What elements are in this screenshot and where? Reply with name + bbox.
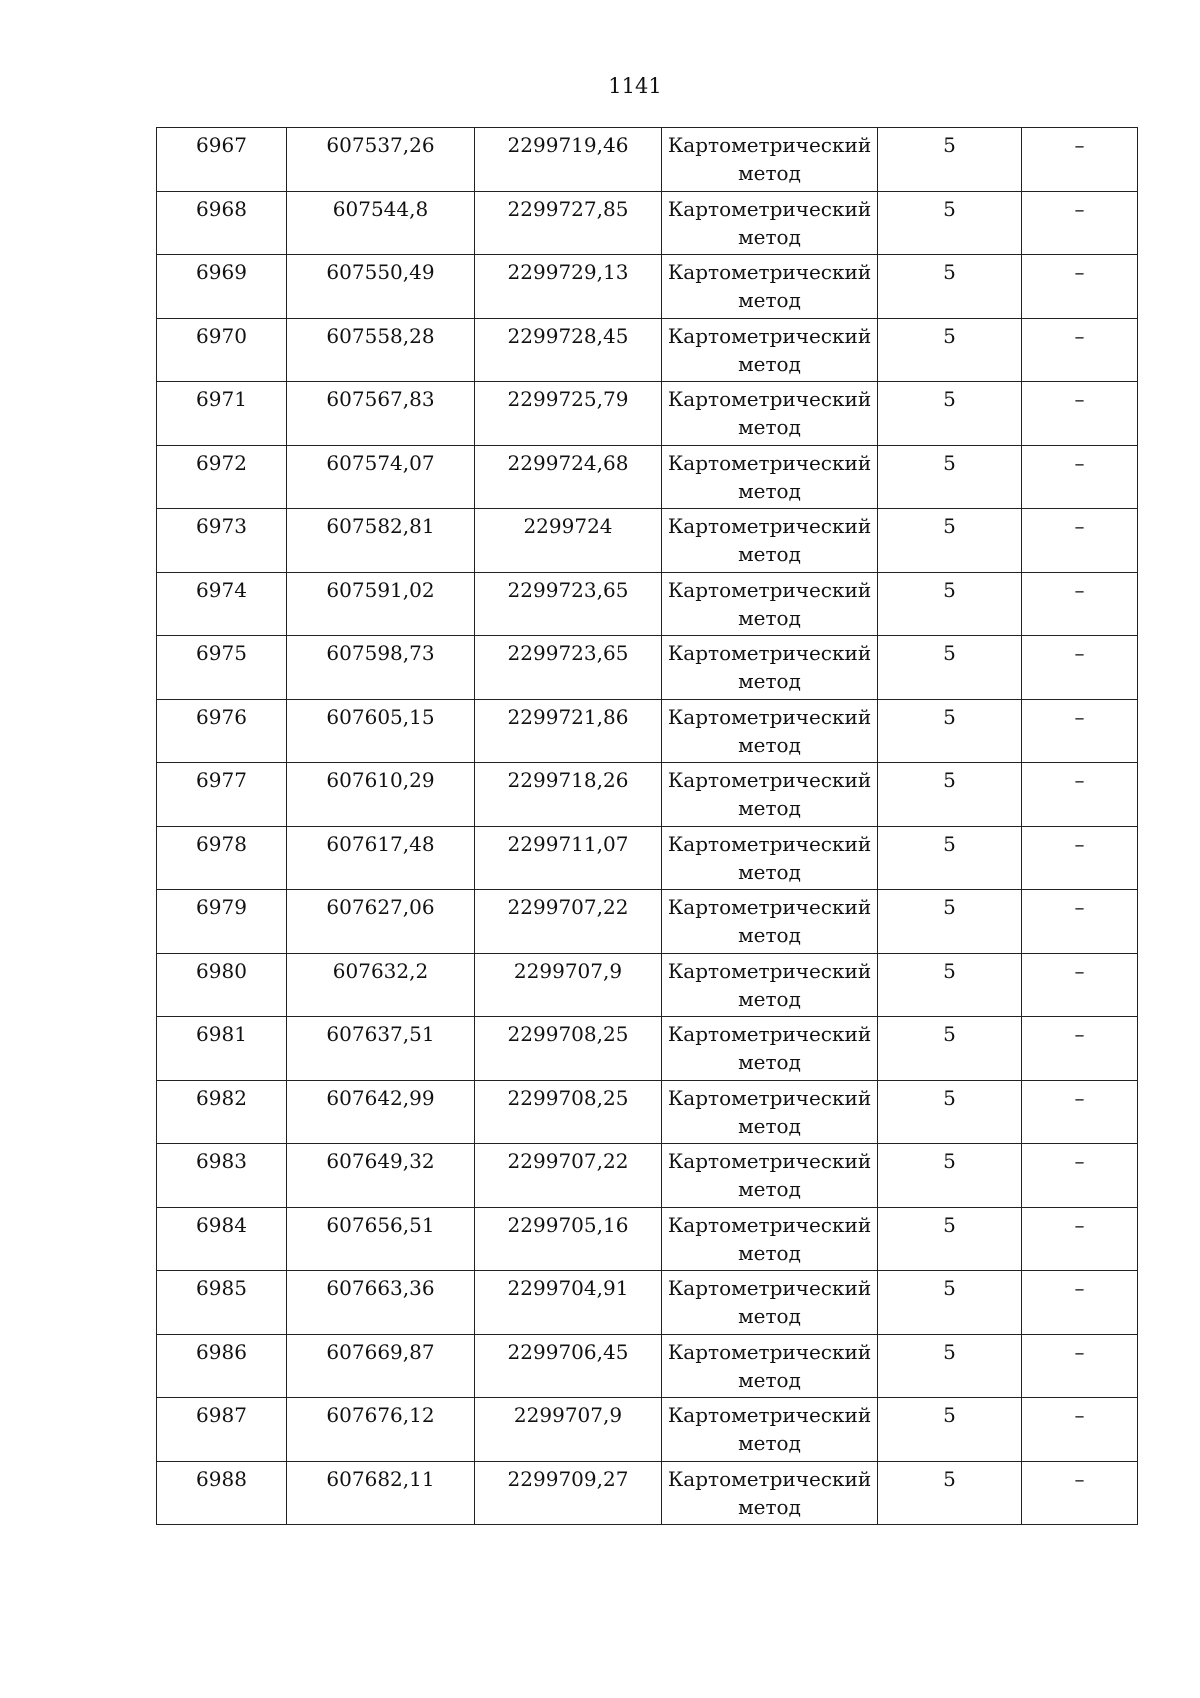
x-coordinate-cell: 607669,87 [287, 1334, 475, 1398]
coordinates-table [156, 127, 1138, 1525]
x-coordinate-cell: 607676,12 [287, 1398, 475, 1462]
accuracy-cell: 5 [878, 318, 1022, 382]
note-cell: – [1022, 699, 1138, 763]
note-cell: – [1022, 1398, 1138, 1462]
y-coordinate-cell: 2299708,25 [475, 1017, 662, 1081]
accuracy-cell: 5 [878, 572, 1022, 636]
method-cell: Картометрический метод [662, 1398, 878, 1462]
y-coordinate-cell: 2299721,86 [475, 699, 662, 763]
table-row [157, 572, 1138, 636]
table-row [157, 763, 1138, 827]
method-cell: Картометрический метод [662, 1017, 878, 1081]
y-coordinate-cell: 2299707,9 [475, 953, 662, 1017]
note-cell: – [1022, 445, 1138, 509]
point-number-cell: 6968 [157, 191, 287, 255]
note-cell: – [1022, 890, 1138, 954]
x-coordinate-cell: 607632,2 [287, 953, 475, 1017]
note-cell: – [1022, 1271, 1138, 1335]
method-cell: Картометрический метод [662, 255, 878, 319]
x-coordinate-cell: 607642,99 [287, 1080, 475, 1144]
accuracy-cell: 5 [878, 826, 1022, 890]
method-cell: Картометрический метод [662, 890, 878, 954]
accuracy-cell: 5 [878, 255, 1022, 319]
method-cell: Картометрический метод [662, 1080, 878, 1144]
table-row [157, 1080, 1138, 1144]
point-number-cell: 6977 [157, 763, 287, 827]
method-cell: Картометрический метод [662, 445, 878, 509]
y-coordinate-cell: 2299708,25 [475, 1080, 662, 1144]
x-coordinate-cell: 607663,36 [287, 1271, 475, 1335]
accuracy-cell: 5 [878, 699, 1022, 763]
y-coordinate-cell: 2299727,85 [475, 191, 662, 255]
accuracy-cell: 5 [878, 953, 1022, 1017]
point-number-cell: 6972 [157, 445, 287, 509]
point-number-cell: 6983 [157, 1144, 287, 1208]
method-cell: Картометрический метод [662, 763, 878, 827]
y-coordinate-cell: 2299707,22 [475, 1144, 662, 1208]
x-coordinate-cell: 607544,8 [287, 191, 475, 255]
accuracy-cell: 5 [878, 1017, 1022, 1081]
note-cell: – [1022, 953, 1138, 1017]
point-number-cell: 6979 [157, 890, 287, 954]
y-coordinate-cell: 2299718,26 [475, 763, 662, 827]
accuracy-cell: 5 [878, 1334, 1022, 1398]
x-coordinate-cell: 607558,28 [287, 318, 475, 382]
y-coordinate-cell: 2299729,13 [475, 255, 662, 319]
y-coordinate-cell: 2299707,9 [475, 1398, 662, 1462]
accuracy-cell: 5 [878, 1271, 1022, 1335]
x-coordinate-cell: 607582,81 [287, 509, 475, 573]
method-cell: Картометрический метод [662, 826, 878, 890]
y-coordinate-cell: 2299705,16 [475, 1207, 662, 1271]
table-row [157, 636, 1138, 700]
table-row [157, 826, 1138, 890]
point-number-cell: 6970 [157, 318, 287, 382]
method-cell: Картометрический метод [662, 699, 878, 763]
point-number-cell: 6969 [157, 255, 287, 319]
x-coordinate-cell: 607574,07 [287, 445, 475, 509]
note-cell: – [1022, 1017, 1138, 1081]
table-row [157, 953, 1138, 1017]
x-coordinate-cell: 607649,32 [287, 1144, 475, 1208]
y-coordinate-cell: 2299704,91 [475, 1271, 662, 1335]
point-number-cell: 6978 [157, 826, 287, 890]
accuracy-cell: 5 [878, 509, 1022, 573]
y-coordinate-cell: 2299723,65 [475, 636, 662, 700]
table-row [157, 1017, 1138, 1081]
note-cell: – [1022, 826, 1138, 890]
table-body [157, 128, 1138, 1525]
note-cell: – [1022, 1144, 1138, 1208]
x-coordinate-cell: 607610,29 [287, 763, 475, 827]
accuracy-cell: 5 [878, 1461, 1022, 1525]
method-cell: Картометрический метод [662, 1207, 878, 1271]
y-coordinate-cell: 2299709,27 [475, 1461, 662, 1525]
accuracy-cell: 5 [878, 763, 1022, 827]
accuracy-cell: 5 [878, 636, 1022, 700]
x-coordinate-cell: 607627,06 [287, 890, 475, 954]
note-cell: – [1022, 318, 1138, 382]
point-number-cell: 6974 [157, 572, 287, 636]
y-coordinate-cell: 2299725,79 [475, 382, 662, 446]
note-cell: – [1022, 1461, 1138, 1525]
point-number-cell: 6973 [157, 509, 287, 573]
table-row [157, 128, 1138, 192]
table-row [157, 445, 1138, 509]
point-number-cell: 6988 [157, 1461, 287, 1525]
note-cell: – [1022, 509, 1138, 573]
x-coordinate-cell: 607617,48 [287, 826, 475, 890]
table-row [157, 1461, 1138, 1525]
note-cell: – [1022, 382, 1138, 446]
note-cell: – [1022, 255, 1138, 319]
note-cell: – [1022, 128, 1138, 192]
method-cell: Картометрический метод [662, 128, 878, 192]
table-row [157, 890, 1138, 954]
point-number-cell: 6987 [157, 1398, 287, 1462]
method-cell: Картометрический метод [662, 1144, 878, 1208]
method-cell: Картометрический метод [662, 191, 878, 255]
note-cell: – [1022, 1080, 1138, 1144]
y-coordinate-cell: 2299724,68 [475, 445, 662, 509]
point-number-cell: 6982 [157, 1080, 287, 1144]
point-number-cell: 6986 [157, 1334, 287, 1398]
point-number-cell: 6967 [157, 128, 287, 192]
y-coordinate-cell: 2299707,22 [475, 890, 662, 954]
table-row [157, 699, 1138, 763]
x-coordinate-cell: 607550,49 [287, 255, 475, 319]
accuracy-cell: 5 [878, 1398, 1022, 1462]
page-number: 1141 [608, 74, 662, 98]
x-coordinate-cell: 607605,15 [287, 699, 475, 763]
y-coordinate-cell: 2299723,65 [475, 572, 662, 636]
method-cell: Картометрический метод [662, 318, 878, 382]
y-coordinate-cell: 2299728,45 [475, 318, 662, 382]
table-row [157, 382, 1138, 446]
method-cell: Картометрический метод [662, 1461, 878, 1525]
table-row [157, 191, 1138, 255]
accuracy-cell: 5 [878, 1080, 1022, 1144]
point-number-cell: 6980 [157, 953, 287, 1017]
x-coordinate-cell: 607591,02 [287, 572, 475, 636]
method-cell: Картометрический метод [662, 1271, 878, 1335]
method-cell: Картометрический метод [662, 572, 878, 636]
point-number-cell: 6981 [157, 1017, 287, 1081]
point-number-cell: 6971 [157, 382, 287, 446]
table-row [157, 318, 1138, 382]
x-coordinate-cell: 607598,73 [287, 636, 475, 700]
accuracy-cell: 5 [878, 1207, 1022, 1271]
method-cell: Картометрический метод [662, 509, 878, 573]
x-coordinate-cell: 607656,51 [287, 1207, 475, 1271]
method-cell: Картометрический метод [662, 382, 878, 446]
note-cell: – [1022, 572, 1138, 636]
method-cell: Картометрический метод [662, 636, 878, 700]
y-coordinate-cell: 2299706,45 [475, 1334, 662, 1398]
note-cell: – [1022, 763, 1138, 827]
method-cell: Картометрический метод [662, 1334, 878, 1398]
accuracy-cell: 5 [878, 890, 1022, 954]
table-row [157, 1207, 1138, 1271]
accuracy-cell: 5 [878, 191, 1022, 255]
accuracy-cell: 5 [878, 128, 1022, 192]
x-coordinate-cell: 607682,11 [287, 1461, 475, 1525]
accuracy-cell: 5 [878, 1144, 1022, 1208]
table-row [157, 1398, 1138, 1462]
note-cell: – [1022, 1207, 1138, 1271]
y-coordinate-cell: 2299719,46 [475, 128, 662, 192]
point-number-cell: 6975 [157, 636, 287, 700]
method-cell: Картометрический метод [662, 953, 878, 1017]
point-number-cell: 6985 [157, 1271, 287, 1335]
table-row [157, 509, 1138, 573]
accuracy-cell: 5 [878, 445, 1022, 509]
note-cell: – [1022, 191, 1138, 255]
x-coordinate-cell: 607567,83 [287, 382, 475, 446]
table-row [157, 255, 1138, 319]
y-coordinate-cell: 2299724 [475, 509, 662, 573]
y-coordinate-cell: 2299711,07 [475, 826, 662, 890]
table-row [157, 1271, 1138, 1335]
table-row [157, 1144, 1138, 1208]
x-coordinate-cell: 607537,26 [287, 128, 475, 192]
point-number-cell: 6976 [157, 699, 287, 763]
note-cell: – [1022, 1334, 1138, 1398]
x-coordinate-cell: 607637,51 [287, 1017, 475, 1081]
point-number-cell: 6984 [157, 1207, 287, 1271]
accuracy-cell: 5 [878, 382, 1022, 446]
note-cell: – [1022, 636, 1138, 700]
table-row [157, 1334, 1138, 1398]
